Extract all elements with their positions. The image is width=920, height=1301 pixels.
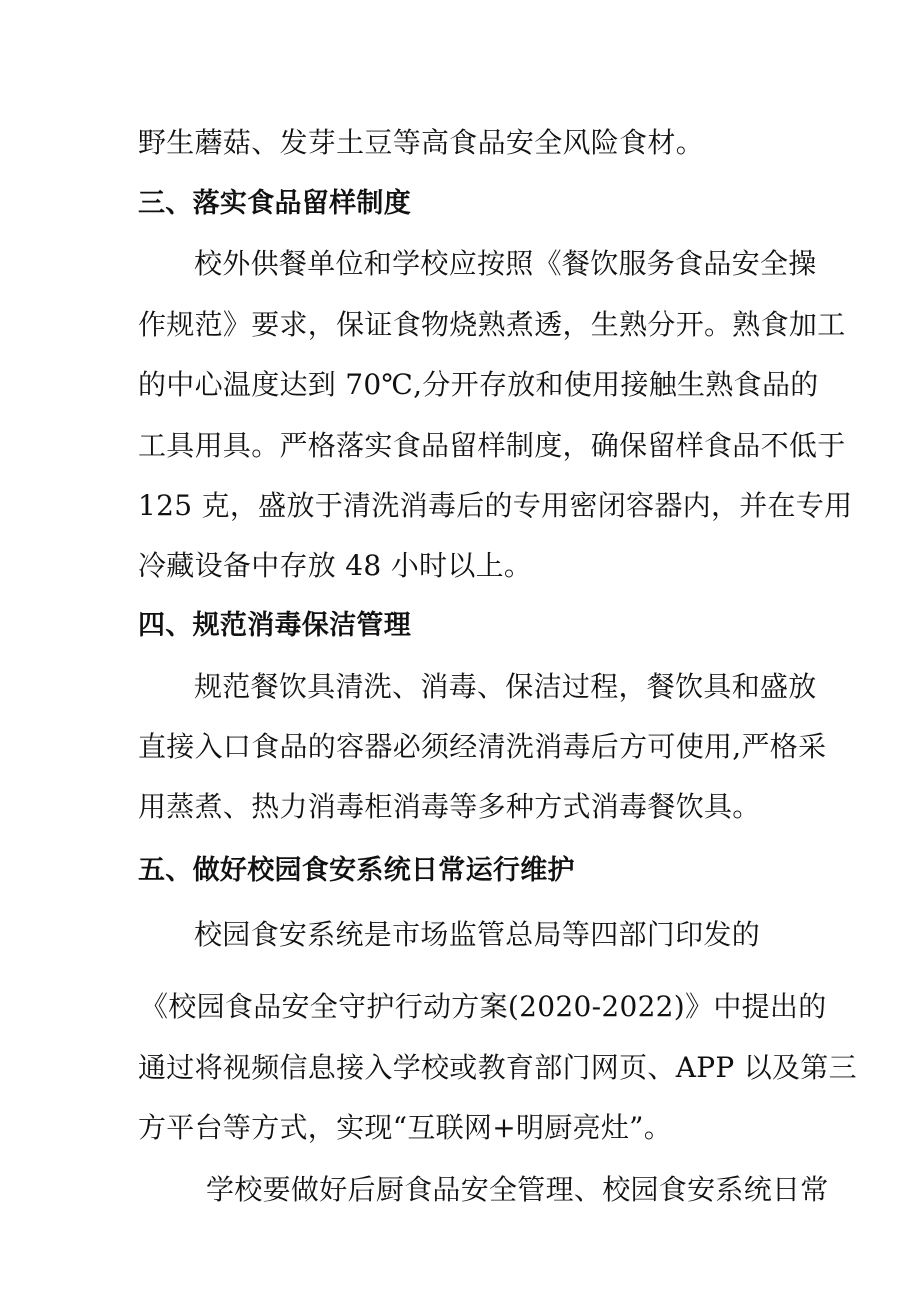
- paragraph-line: 125 克，盛放于清洗消毒后的专用密闭容器内，并在专用: [138, 489, 853, 522]
- paragraph-line: 《校园食品安全守护行动方案(2020-2022)》中提出的: [140, 990, 827, 1023]
- paragraph-line: 的中心温度达到 70℃,分开存放和使用接触生熟食品的: [138, 368, 819, 401]
- paragraph-line: 用蒸煮、热力消毒柜消毒等多种方式消毒餐饮具。: [138, 790, 761, 823]
- paragraph-line: 工具用具。严格落实食品留样制度，确保留样食品不低于: [138, 429, 846, 462]
- paragraph-line: 方平台等方式，实现“互联网+明厨亮灶”。: [138, 1111, 673, 1144]
- paragraph-line: 校园食安系统是市场监管总局等四部门印发的: [194, 918, 761, 951]
- paragraph-line: 冷藏设备中存放 48 小时以上。: [138, 549, 533, 582]
- paragraph-line: 规范餐饮具清洗、消毒、保洁过程，餐饮具和盛放: [194, 670, 817, 703]
- paragraph-line: 野生蘑菇、发芽土豆等高食品安全风险食材。: [138, 126, 705, 159]
- section-heading-4: 四、规范消毒保洁管理: [138, 610, 411, 641]
- paragraph-line: 作规范》要求，保证食物烧熟煮透，生熟分开。熟食加工: [138, 308, 846, 341]
- section-heading-5: 五、做好校园食安系统日常运行维护: [138, 855, 575, 886]
- paragraph-line: 校外供餐单位和学校应按照《餐饮服务食品安全操: [194, 247, 817, 280]
- section-heading-3: 三、落实食品留样制度: [138, 188, 411, 219]
- paragraph-line: 学校要做好后厨食品安全管理、校园食安系统日常: [206, 1173, 829, 1206]
- paragraph-line: 直接入口食品的容器必须经清洗消毒后方可使用,严格采: [138, 730, 827, 763]
- paragraph-line: 通过将视频信息接入学校或教育部门网页、APP 以及第三: [138, 1051, 857, 1084]
